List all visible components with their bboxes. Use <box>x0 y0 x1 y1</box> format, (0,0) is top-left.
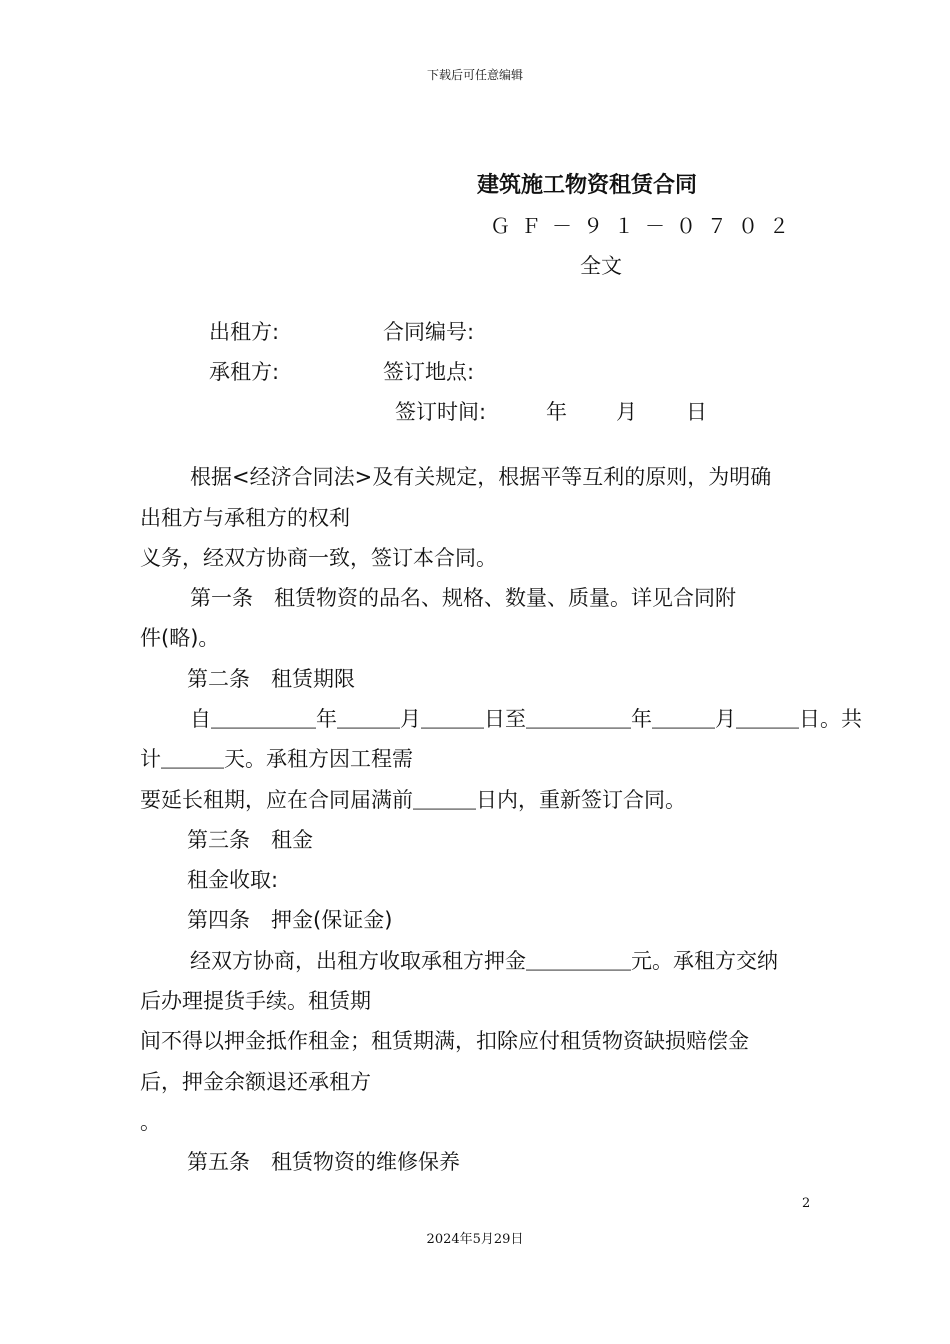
sign-time-label: 签订时间: <box>395 400 487 424</box>
contract-number-label: 合同编号: <box>383 320 475 344</box>
lessor-label: 出租方: <box>209 320 280 344</box>
sign-year-label: 年 <box>546 400 567 424</box>
body-line: 义务，经双方协商一致，签订本合同。 <box>140 546 497 570</box>
body-line: 第一条 租赁物资的品名、规格、数量、质量。详见合同附 <box>190 586 736 610</box>
body-line: 间不得以押金抵作租金；租赁期满，扣除应付租赁物资缺损赔偿金 <box>140 1029 749 1053</box>
body-line: 第二条 租赁期限 <box>187 667 355 691</box>
sign-month-label: 月 <box>616 400 637 424</box>
body-line: 根据<经济合同法>及有关规定，根据平等互利的原则，为明确 <box>190 465 772 489</box>
body-line: 自＿＿＿＿＿年＿＿＿月＿＿＿日至＿＿＿＿＿年＿＿＿月＿＿＿日。共 <box>190 707 862 731</box>
body-line: 件(略)。 <box>140 626 220 650</box>
body-line: 后，押金余额退还承租方 <box>140 1070 371 1094</box>
body-line: 要延长租期，应在合同届满前＿＿＿日内，重新签订合同。 <box>140 788 686 812</box>
document-title: 建筑施工物资租赁合同 <box>477 173 698 198</box>
footer-date: 2024年5月29日 <box>426 1232 524 1247</box>
body-line: 第五条 租赁物资的维修保养 <box>187 1150 460 1174</box>
page-number: 2 <box>802 1196 811 1211</box>
sign-place-label: 签订地点: <box>383 360 475 384</box>
body-line: 第三条 租金 <box>187 828 313 852</box>
document-code: ＧＦ－９１－０７０２ <box>490 214 800 238</box>
sign-day-label: 日 <box>686 400 707 424</box>
body-line: 后办理提货手续。租赁期 <box>140 989 371 1013</box>
body-line: 租金收取: <box>187 868 279 892</box>
body-line: 出租方与承租方的权利 <box>140 506 350 530</box>
document-subtitle: 全文 <box>580 254 622 278</box>
body-line: 第四条 押金(保证金) <box>187 908 393 932</box>
body-line: 。 <box>140 1110 161 1134</box>
body-line: 经双方协商，出租方收取承租方押金＿＿＿＿＿元。承租方交纳 <box>190 949 778 973</box>
body-line: 计＿＿＿天。承租方因工程需 <box>140 747 413 771</box>
header-note: 下载后可任意编辑 <box>426 68 523 82</box>
lessee-label: 承租方: <box>209 360 280 384</box>
